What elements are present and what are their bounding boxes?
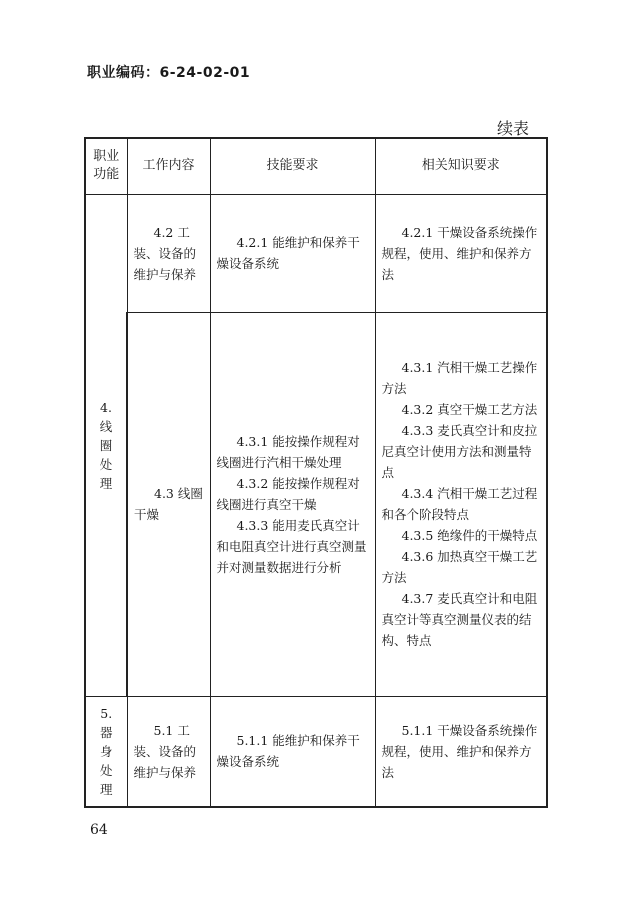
work-content-cell: 4.3 线圈干燥 [127,312,210,696]
work-content-cell: 4.2 工装、设备的维护与保养 [127,194,210,312]
skills-table [84,137,548,808]
skill-cell: 5.1.1 能维护和保养干燥设备系统 [210,696,375,807]
knowledge-cell: 5.1.1 干燥设备系统操作规程，使用、维护和保养方法 [375,696,547,807]
function-cell [85,696,127,807]
function-cell [85,194,127,696]
function-char: 线 [99,418,113,434]
function-number: 4. [100,399,112,415]
skill-cell: 4.3.1 能按操作规程对线圈进行汽相干燥处理 4.3.2 能按操作规程对线圈进行真空干燥 4.3.3 能用麦氏真空计和电阻真空计进行真空测量并对测量数据进行分析 [210,312,375,696]
header-knowledge: 相关知识要求 [375,138,547,194]
continued-label: 续表 [497,119,530,138]
function-char: 圈 [99,437,113,453]
function-char: 器 [99,724,113,740]
page-number: 64 [90,822,108,838]
function-number: 5. [100,705,113,721]
occupation-code: 职业编码：6-24-02-01 [87,65,251,81]
function-char: 身 [99,743,113,759]
skill-cell: 4.2.1 能维护和保养干燥设备系统 [210,194,375,312]
table-header-row [85,138,547,194]
work-content-cell: 5.1 工装、设备的维护与保养 [127,696,210,807]
header-content: 工作内容 [127,138,210,194]
knowledge-cell: 4.3.1 汽相干燥工艺操作方法 4.3.2 真空干燥工艺方法 4.3.3 麦氏真空计和皮拉尼真空计使用方法和测量特点 4.3.4 汽相干燥工艺过程和各个阶段特点 4.3.5 绝缘件的干燥特点 4.3.6 加热真空干燥工艺方法 4.3.7 麦氏真空计和电阻真空计等真空测量仪表的结构、特点 [375,312,547,696]
function-char: 处 [99,762,113,778]
function-char: 理 [99,781,113,797]
header-function: 职业功能 [85,138,127,194]
knowledge-cell: 4.2.1 干燥设备系统操作规程，使用、维护和保养方法 [375,194,547,312]
table-row [85,194,547,312]
table-row [85,696,547,807]
function-char: 处 [99,456,113,472]
header-skills: 技能要求 [210,138,375,194]
function-char: 理 [99,475,113,491]
table-row [85,312,547,696]
